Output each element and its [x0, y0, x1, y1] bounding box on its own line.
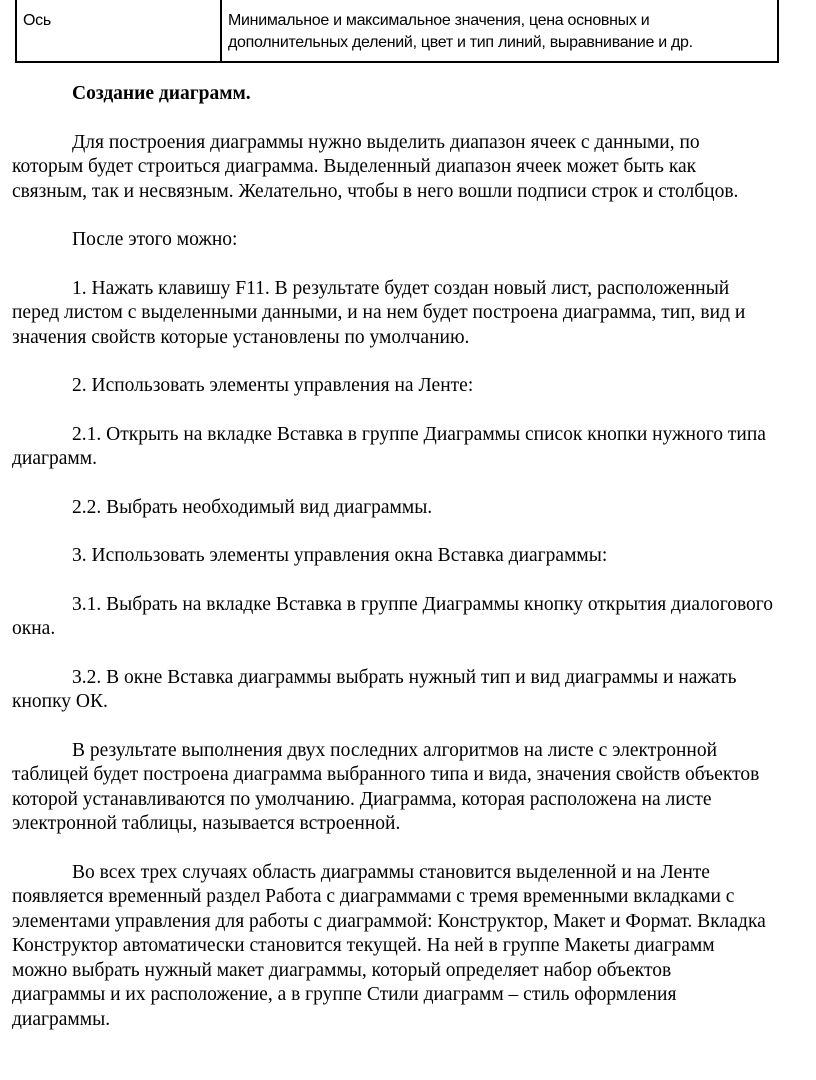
- text-line: После этого можно:: [72, 229, 238, 250]
- text-line: диаграммы.: [12, 1008, 111, 1030]
- paragraph: [12, 544, 802, 569]
- text-line: окна.: [12, 618, 56, 639]
- text-line: перед листом с выделенными данными, и на нем будет построена диаграмма, тип, вид и: [12, 302, 746, 323]
- text-line: Для построения диаграммы нужно выделить диапазон ячеек с данными, по: [72, 131, 700, 153]
- text-line: Конструктор автоматически становится текущей. На ней в группе Макеты диаграмм: [12, 935, 715, 956]
- text-line: 2.2. Выбрать необходимый вид диаграммы.: [72, 496, 433, 518]
- paragraph: [12, 228, 802, 253]
- table-cell-term: Ось: [16, 0, 221, 62]
- properties-table: [15, 0, 779, 63]
- text-line: 3. Использовать элементы управления окна Вставка диаграммы:: [72, 545, 608, 566]
- paragraph: [12, 374, 802, 399]
- text-line: В результате выполнения двух последних алгоритмов на листе с электронной: [72, 739, 718, 761]
- text-line: связным, так и несвязным. Желательно, чтобы в него вошли подписи строк и столбцов.: [12, 180, 739, 202]
- text-line: которой устанавливаются по умолчанию. Диаграмма, которая расположена на листе: [12, 788, 712, 810]
- paragraph: [12, 131, 802, 205]
- text-line: 3.2. В окне Вставка диаграммы выбрать нужный тип и вид диаграммы и нажать: [72, 666, 737, 688]
- paragraph: [12, 593, 802, 642]
- text-line: которым будет строиться диаграмма. Выделенный диапазон ячеек может быть как: [12, 156, 697, 177]
- text-line: элементами управления для работы с диаграммой: Конструктор, Макет и Формат. Вкладка: [12, 910, 766, 932]
- paragraph: [12, 666, 802, 715]
- text-line: 2. Использовать элементы управления на Ленте:: [72, 375, 474, 396]
- paragraph: [12, 277, 802, 351]
- text-line: 1. Нажать клавишу F11. В результате будет создан новый лист, расположенный: [72, 277, 730, 299]
- text-line: кнопку ОК.: [12, 691, 108, 712]
- text-line: диаграмм.: [12, 448, 97, 469]
- paragraph: [12, 423, 802, 472]
- text-line: электронной таблицы, называется встроенной.: [12, 813, 401, 834]
- paragraph: [12, 739, 802, 837]
- text-line: можно выбрать нужный макет диаграммы, который определяет набор объектов: [12, 959, 672, 981]
- text-line: Создание диаграмм.: [72, 83, 251, 104]
- text-line: значения свойств которые установлены по умолчанию.: [12, 326, 470, 348]
- document-body: [12, 82, 802, 1056]
- table-row: [16, 0, 778, 62]
- text-line: таблицей будет построена диаграмма выбранного типа и вида, значения свойств объектов: [12, 764, 760, 785]
- section-heading: [12, 82, 802, 107]
- text-line: появляется временный раздел Работа с диаграммами с тремя временными вкладками с: [12, 886, 735, 907]
- text-line: 2.1. Открыть на вкладке Вставка в группе Диаграммы список кнопки нужного типа: [72, 423, 766, 445]
- paragraph: [12, 496, 802, 521]
- paragraph: [12, 861, 802, 1033]
- text-line: диаграммы и их расположение, а в группе Стили диаграмм – стиль оформления: [12, 984, 677, 1005]
- text-line: Во всех трех случаях область диаграммы становится выделенной и на Ленте: [72, 861, 710, 883]
- table-cell-description: Минимальное и максимальное значения, цена основных и дополнительных делений, цвет и тип линий, выравнивание и др.: [221, 0, 778, 62]
- text-line: 3.1. Выбрать на вкладке Вставка в группе Диаграммы кнопку открытия диалогового: [72, 593, 774, 615]
